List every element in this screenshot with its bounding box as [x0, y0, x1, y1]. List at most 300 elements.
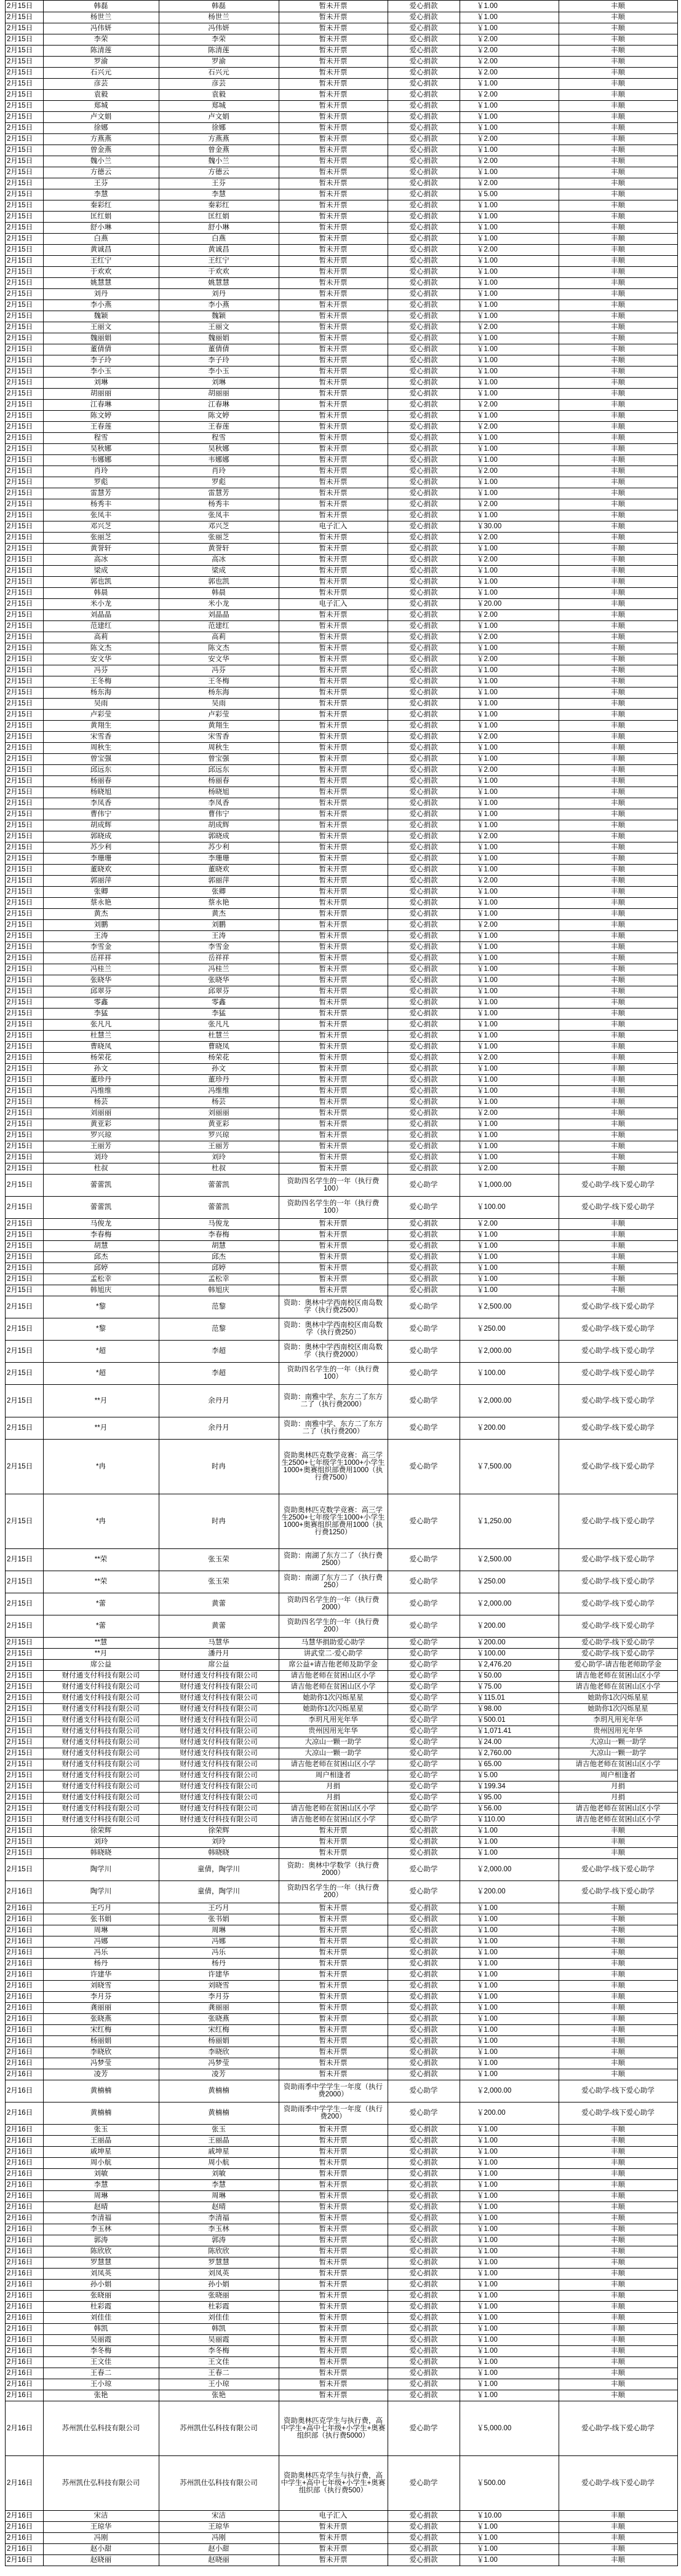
- payer-cell: 王春二: [208, 2369, 229, 2377]
- category-cell: 爱心捐款: [409, 2037, 438, 2045]
- amount-cell: ￥1.00: [477, 866, 498, 873]
- donor-cell: 杨丽春: [90, 777, 112, 785]
- donor-cell: 邱远东: [90, 766, 112, 774]
- invoice-note-cell: 暂未开票: [319, 2048, 348, 2056]
- donor-cell: 王丽文: [90, 323, 112, 331]
- amount-cell: ￥2.00: [477, 157, 498, 165]
- project-cell: 请吉他老师在贫困山区小学: [575, 1816, 661, 1823]
- payer-cell: 吴秋娜: [208, 445, 229, 453]
- project-cell: 丰顺: [611, 1949, 625, 1956]
- date-cell: 2月15日: [7, 1054, 33, 1061]
- payer-cell: 范黎: [212, 1325, 226, 1333]
- category-cell: 爱心捐款: [409, 1220, 438, 1227]
- project-cell: 丰顺: [611, 2214, 625, 2222]
- invoice-note-cell: 暂未开票: [319, 545, 348, 552]
- amount-cell: ￥1.00: [477, 1264, 498, 1272]
- project-cell: 丰顺: [611, 423, 625, 430]
- donor-cell: 冯娜: [94, 1938, 108, 1945]
- donor-cell: 李猛: [94, 1010, 108, 1017]
- donor-cell: 李月芬: [90, 1993, 112, 2000]
- amount-cell: ￥1.00: [477, 2380, 498, 2388]
- category-cell: 爱心捐款: [409, 644, 438, 652]
- amount-cell: ￥200.00: [477, 1639, 506, 1646]
- date-cell: 2月15日: [7, 1286, 33, 1294]
- invoice-note-cell: 暂未开票: [319, 788, 348, 796]
- invoice-note-cell: 暂未开票: [319, 168, 348, 176]
- donor-cell: 财付通支付科技有限公司: [62, 1727, 140, 1735]
- donor-cell: 周琳: [94, 1927, 108, 1934]
- donor-cell: 黄杰: [94, 910, 108, 917]
- project-cell: 丰顺: [611, 2281, 625, 2288]
- category-cell: 爱心捐款: [409, 290, 438, 298]
- invoice-note-cell: 暂未开票: [319, 25, 348, 32]
- payer-cell: 方燕燕: [208, 135, 229, 143]
- payer-cell: 雷慧芳: [208, 489, 229, 497]
- amount-cell: ￥2.00: [477, 401, 498, 408]
- donor-cell: 黄翔生: [90, 722, 112, 729]
- category-cell: 爱心捐款: [409, 1032, 438, 1039]
- category-cell: 爱心捐款: [409, 1993, 438, 2000]
- donor-cell: 高莉: [94, 633, 108, 641]
- project-cell: 丰顺: [611, 1010, 625, 1017]
- invoice-note-cell: 暂未开票: [319, 2392, 348, 2399]
- amount-cell: ￥1.00: [477, 2137, 498, 2144]
- donor-cell: 张凤丰: [90, 512, 112, 519]
- project-cell: 请吉他老师在贫困山区小学: [575, 1761, 661, 1768]
- category-cell: 爱心捐款: [409, 412, 438, 419]
- invoice-note-cell: 暂未开票: [319, 2523, 348, 2530]
- project-cell: 丰顺: [611, 1231, 625, 1238]
- category-cell: 爱心捐款: [409, 80, 438, 87]
- amount-cell: ￥1.00: [477, 1154, 498, 1161]
- donor-cell: 张艳: [94, 2392, 108, 2399]
- category-cell: 爱心捐款: [409, 910, 438, 917]
- project-cell: 丰顺: [611, 711, 625, 718]
- amount-cell: ￥2.00: [477, 833, 498, 840]
- date-cell: 2月15日: [7, 1325, 33, 1333]
- invoice-note-cell: 暂未开票: [319, 921, 348, 929]
- category-cell: 爱心捐款: [409, 2303, 438, 2310]
- donor-cell: 吴秋娜: [90, 445, 112, 453]
- date-cell: 2月16日: [7, 2292, 33, 2299]
- invoice-note-cell: 暂未开票: [319, 2534, 348, 2542]
- invoice-note-cell: 暂未开票: [319, 2015, 348, 2023]
- payer-cell: 童倩，陶学川: [197, 1866, 240, 1873]
- project-cell: 丰顺: [611, 1032, 625, 1039]
- category-cell: 爱心捐款: [409, 2358, 438, 2366]
- category-cell: 爱心捐款: [409, 69, 438, 76]
- payer-cell: 罗渝: [212, 58, 226, 65]
- invoice-note-cell: 暂未开票: [319, 556, 348, 563]
- donor-cell: **月: [94, 1650, 108, 1657]
- date-cell: 2月15日: [7, 744, 33, 751]
- project-cell: 丰顺: [611, 1087, 625, 1095]
- payer-cell: 米小龙: [208, 600, 229, 608]
- amount-cell: ￥1.00: [477, 678, 498, 685]
- category-cell: 爱心捐款: [409, 2192, 438, 2200]
- amount-cell: ￥115.01: [477, 1694, 505, 1702]
- category-cell: 爱心捐款: [409, 2534, 438, 2542]
- donor-cell: 刘佳佳: [90, 2314, 112, 2321]
- payer-cell: 邱远东: [208, 766, 229, 774]
- amount-cell: ￥2,000.00: [477, 1397, 512, 1405]
- amount-cell: ￥1,250.00: [477, 1517, 512, 1525]
- donor-cell: 宋洁: [94, 2512, 108, 2519]
- invoice-note-cell: 暂未开票: [319, 977, 348, 984]
- donor-cell: 刘玲: [94, 1154, 108, 1161]
- payer-cell: 范黎: [212, 1303, 226, 1310]
- amount-cell: ￥1.00: [477, 301, 498, 309]
- payer-cell: 王琼华: [208, 2523, 229, 2530]
- project-cell: 丰顺: [611, 733, 625, 740]
- category-cell: 爱心捐款: [409, 977, 438, 984]
- date-cell: 2月15日: [7, 678, 33, 685]
- amount-cell: ￥1.00: [477, 567, 498, 574]
- date-cell: 2月15日: [7, 14, 33, 21]
- amount-cell: ￥1.00: [477, 999, 498, 1006]
- donor-cell: 邓兴芝: [90, 523, 112, 530]
- project-cell: 丰顺: [611, 888, 625, 895]
- project-cell: 丰顺: [611, 1253, 625, 1261]
- project-cell: 爱心助学-线下爱心助学: [581, 1650, 655, 1657]
- project-cell: 丰顺: [611, 2, 625, 10]
- amount-cell: ￥1.00: [477, 722, 498, 729]
- date-cell: 2月15日: [7, 943, 33, 951]
- invoice-note-cell: 暂未开票: [319, 2004, 348, 2011]
- payer-cell: 王丽文: [208, 323, 229, 331]
- date-cell: 2月15日: [7, 1827, 33, 1834]
- amount-cell: ￥1.00: [477, 965, 498, 973]
- category-cell: 爱心助学: [409, 1866, 438, 1873]
- amount-cell: ￥2.00: [477, 91, 498, 98]
- payer-cell: 王文佳: [208, 2358, 229, 2366]
- category-cell: 爱心捐款: [409, 689, 438, 696]
- category-cell: 爱心捐款: [409, 899, 438, 906]
- donor-cell: 赵小甜: [90, 2545, 112, 2553]
- payer-cell: 刘凤英: [208, 2270, 229, 2277]
- date-cell: 2月16日: [7, 2259, 33, 2266]
- date-cell: 2月16日: [7, 2347, 33, 2355]
- date-cell: 2月15日: [7, 1694, 33, 1702]
- amount-cell: ￥1.00: [477, 1253, 498, 1261]
- invoice-note-cell: 暂未开票: [319, 866, 348, 873]
- category-cell: 爱心捐款: [409, 589, 438, 596]
- invoice-note-cell: 暂未开票: [319, 2148, 348, 2155]
- amount-cell: ￥500.01: [477, 1716, 506, 1724]
- project-cell: 爱心助学-线下爱心助学: [581, 1181, 655, 1189]
- amount-cell: ￥2.00: [477, 921, 498, 929]
- invoice-note-cell: 资助四名学生的一年（执行费200）: [287, 1619, 380, 1633]
- invoice-note-cell: 暂未开票: [319, 47, 348, 54]
- category-cell: 爱心捐款: [409, 1054, 438, 1061]
- category-cell: 爱心捐款: [409, 1010, 438, 1017]
- category-cell: 爱心捐款: [409, 1165, 438, 1172]
- date-cell: 2月15日: [7, 1098, 33, 1106]
- project-cell: 丰顺: [611, 489, 625, 497]
- donor-cell: 宋雪香: [90, 733, 112, 740]
- payer-cell: 李玉林: [208, 2225, 229, 2233]
- category-cell: 爱心助学: [409, 1325, 438, 1333]
- donor-cell: 刘玲: [94, 1838, 108, 1845]
- donor-cell: 冯芬: [94, 667, 108, 674]
- category-cell: 爱心助学: [409, 2109, 438, 2117]
- invoice-note-cell: 暂未开票: [319, 2556, 348, 2564]
- donor-cell: 卢彩莹: [90, 711, 112, 718]
- amount-cell: ￥1.00: [477, 2026, 498, 2034]
- amount-cell: ￥1.00: [477, 2556, 498, 2564]
- amount-cell: ￥2.00: [477, 501, 498, 508]
- category-cell: 爱心捐款: [409, 556, 438, 563]
- category-cell: 爱心捐款: [409, 1098, 438, 1106]
- invoice-note-cell: 暂未开票: [319, 14, 348, 21]
- donor-cell: 曾金燕: [90, 146, 112, 154]
- date-cell: 2月15日: [7, 545, 33, 552]
- table-column-rule: [43, 0, 44, 2566]
- donor-cell: *蕾: [96, 1600, 106, 1607]
- amount-cell: ￥1.00: [477, 2347, 498, 2355]
- category-cell: 爱心助学: [409, 1517, 438, 1525]
- date-cell: 2月16日: [7, 2015, 33, 2023]
- donor-cell: 袁毅: [94, 91, 108, 98]
- date-cell: 2月15日: [7, 988, 33, 995]
- donor-cell: 张凡凡: [90, 1021, 112, 1028]
- date-cell: 2月15日: [7, 1087, 33, 1095]
- amount-cell: ￥2,000.00: [477, 1347, 512, 1355]
- payer-cell: 刘敏: [212, 2170, 226, 2178]
- project-cell: 丰顺: [611, 58, 625, 65]
- date-cell: 2月16日: [7, 2071, 33, 2078]
- payer-cell: 肖玲: [212, 467, 226, 475]
- amount-cell: ￥2,500.00: [477, 1303, 512, 1310]
- date-cell: 2月15日: [7, 633, 33, 641]
- amount-cell: ￥98.00: [477, 1705, 502, 1713]
- payer-cell: 财付通支付科技有限公司: [180, 1738, 258, 1746]
- date-cell: 2月16日: [7, 2369, 33, 2377]
- project-cell: 丰顺: [611, 323, 625, 331]
- donor-cell: 方燕燕: [90, 135, 112, 143]
- invoice-note-cell: 暂未开票: [319, 2545, 348, 2553]
- amount-cell: ￥1.00: [477, 1960, 498, 1967]
- date-cell: 2月15日: [7, 301, 33, 309]
- donor-cell: *黎: [96, 1303, 106, 1310]
- date-cell: 2月15日: [7, 622, 33, 630]
- project-cell: 丰顺: [611, 36, 625, 43]
- invoice-note-cell: 暂未开票: [319, 833, 348, 840]
- date-cell: 2月15日: [7, 290, 33, 298]
- invoice-note-cell: 暂未开票: [319, 622, 348, 630]
- donor-cell: 陈欣欣: [90, 2248, 112, 2255]
- date-cell: 2月15日: [7, 899, 33, 906]
- project-cell: 丰顺: [611, 368, 625, 375]
- donor-cell: 财付通支付科技有限公司: [62, 1816, 140, 1823]
- donor-cell: 李雪金: [90, 943, 112, 951]
- amount-cell: ￥1.00: [477, 689, 498, 696]
- invoice-note-cell: 暂未开票: [319, 855, 348, 862]
- invoice-note-cell: 暂未开票: [319, 2336, 348, 2344]
- category-cell: 爱心捐款: [409, 700, 438, 707]
- donor-cell: 徐娜: [94, 124, 108, 132]
- payer-cell: 张凡凡: [208, 1021, 229, 1028]
- payer-cell: 许建华: [208, 1971, 229, 1978]
- amount-cell: ￥100.00: [477, 1203, 506, 1211]
- amount-cell: ￥2.00: [477, 534, 498, 541]
- category-cell: 爱心捐款: [409, 2347, 438, 2355]
- payer-cell: 张晓燕: [208, 2015, 229, 2023]
- project-cell: 丰顺: [611, 855, 625, 862]
- payer-cell: 冯梦莹: [208, 2059, 229, 2067]
- invoice-note-cell: 暂未开票: [319, 512, 348, 519]
- invoice-note-cell: 她助你1次闪烁星星: [303, 1694, 364, 1702]
- date-cell: 2月15日: [7, 335, 33, 342]
- payer-cell: 李小玉: [208, 368, 229, 375]
- project-cell: 丰顺: [611, 722, 625, 729]
- donor-cell: 张晓燕: [90, 2015, 112, 2023]
- date-cell: 2月16日: [7, 2109, 33, 2117]
- category-cell: 爱心捐款: [409, 777, 438, 785]
- invoice-note-cell: 暂未开票: [319, 2, 348, 10]
- payer-cell: 杨丽娟: [208, 2037, 229, 2045]
- payer-cell: 财付通支付科技有限公司: [180, 1683, 258, 1690]
- date-cell: 2月15日: [7, 1517, 33, 1525]
- category-cell: 爱心捐款: [409, 2336, 438, 2344]
- amount-cell: ￥1.00: [477, 279, 498, 287]
- invoice-note-cell: 暂未开票: [319, 733, 348, 740]
- donor-cell: 王巧月: [90, 1904, 112, 1912]
- amount-cell: ￥10.00: [477, 2512, 502, 2519]
- donor-cell: 刘凤英: [90, 2270, 112, 2277]
- category-cell: 爱心捐款: [409, 1109, 438, 1117]
- amount-cell: ￥2.00: [477, 633, 498, 641]
- payer-cell: 韩凯: [212, 2325, 226, 2332]
- project-cell: 丰顺: [611, 412, 625, 419]
- payer-cell: 苏州凯仕弘科技有限公司: [180, 2424, 258, 2432]
- category-cell: 爱心捐款: [409, 1043, 438, 1050]
- date-cell: 2月15日: [7, 689, 33, 696]
- payer-cell: 梁成: [212, 567, 226, 574]
- project-cell: 月捐: [611, 1783, 625, 1790]
- payer-cell: 冯娜: [212, 1938, 226, 1945]
- project-cell: 丰顺: [611, 2523, 625, 2530]
- donor-cell: 张丽芝: [90, 534, 112, 541]
- payer-cell: 张玉: [212, 2126, 226, 2133]
- project-cell: 丰顺: [611, 1971, 625, 1978]
- project-cell: 丰顺: [611, 777, 625, 785]
- payer-cell: 时冉: [212, 1517, 226, 1525]
- category-cell: 爱心捐款: [409, 999, 438, 1006]
- project-cell: 丰顺: [611, 401, 625, 408]
- invoice-note-cell: 暂未开票: [319, 301, 348, 309]
- project-cell: 丰顺: [611, 91, 625, 98]
- invoice-note-cell: 暂未开票: [319, 2237, 348, 2244]
- amount-cell: ￥1.00: [477, 744, 498, 751]
- amount-cell: ￥1.00: [477, 2126, 498, 2133]
- category-cell: 爱心助学: [409, 1369, 438, 1377]
- payer-cell: 王涛: [212, 932, 226, 940]
- payer-cell: 冯伟妍: [208, 25, 229, 32]
- date-cell: 2月15日: [7, 954, 33, 962]
- category-cell: 爱心助学: [409, 1683, 438, 1690]
- donor-cell: 杨荣花: [90, 1054, 112, 1061]
- payer-cell: 李冬梅: [208, 2347, 229, 2355]
- category-cell: 爱心捐款: [409, 1076, 438, 1084]
- payer-cell: 宋红梅: [208, 2026, 229, 2034]
- invoice-note-cell: 暂未开票: [319, 899, 348, 906]
- payer-cell: 胡成辉: [208, 822, 229, 829]
- amount-cell: ￥1.00: [477, 1143, 498, 1150]
- donor-cell: 杨世兰: [90, 14, 112, 21]
- date-cell: 2月15日: [7, 1043, 33, 1050]
- donor-cell: 韩凯: [94, 2325, 108, 2332]
- date-cell: 2月15日: [7, 888, 33, 895]
- date-cell: 2月15日: [7, 932, 33, 940]
- invoice-note-cell: 暂未开票: [319, 1827, 348, 1834]
- donor-cell: 董珍丹: [90, 1076, 112, 1084]
- date-cell: 2月15日: [7, 478, 33, 486]
- date-cell: 2月15日: [7, 589, 33, 596]
- date-cell: 2月15日: [7, 1231, 33, 1238]
- category-cell: 爱心助学: [409, 1181, 438, 1189]
- category-cell: 爱心捐款: [409, 2126, 438, 2133]
- category-cell: 爱心捐款: [409, 2203, 438, 2211]
- donor-cell: 刘晶晶: [90, 611, 112, 619]
- category-cell: 爱心捐款: [409, 2048, 438, 2056]
- donor-cell: 董晓欢: [90, 866, 112, 873]
- donor-cell: 李小玉: [90, 368, 112, 375]
- project-cell: 丰顺: [611, 2369, 625, 2377]
- invoice-note-cell: 资助奥林匹克学生与执行费，高中学生+高中七年级+小学生+奥赛组织部（执行费500）: [281, 2471, 386, 2494]
- payer-cell: 张卿: [212, 888, 226, 895]
- date-cell: 2月16日: [7, 2336, 33, 2344]
- project-cell: 丰顺: [611, 954, 625, 962]
- category-cell: 爱心捐款: [409, 744, 438, 751]
- amount-cell: ￥1.00: [477, 2314, 498, 2321]
- payer-cell: 吴雨: [212, 700, 226, 707]
- category-cell: 爱心助学: [409, 1783, 438, 1790]
- donor-cell: 李晓欣: [90, 2048, 112, 2056]
- project-cell: 贵州因用光年华: [593, 1727, 643, 1735]
- donor-cell: 邱翠芬: [90, 988, 112, 995]
- payer-cell: 曹晓凤: [208, 1043, 229, 1050]
- invoice-note-cell: 资助四名学生的一年（执行费200）: [287, 1884, 380, 1899]
- payer-cell: 韩磊: [212, 2, 226, 10]
- invoice-note-cell: 暂未开票: [319, 2203, 348, 2211]
- donor-cell: 许建华: [90, 1971, 112, 1978]
- amount-cell: ￥1.00: [477, 700, 498, 707]
- payer-cell: 财付通支付科技有限公司: [180, 1694, 258, 1702]
- invoice-note-cell: 暂未开票: [319, 1098, 348, 1106]
- payer-cell: 徐娜: [212, 124, 226, 132]
- payer-cell: 财付通支付科技有限公司: [180, 1772, 258, 1779]
- payer-cell: 张玉荣: [208, 1556, 229, 1563]
- project-cell: 大凉山一颗一助学: [589, 1738, 647, 1746]
- date-cell: 2月16日: [7, 2148, 33, 2155]
- donor-cell: 郭丽萍: [90, 877, 112, 884]
- invoice-note-cell: 资助：奥林中学西南校区南岛数学（执行费2000）: [284, 1344, 383, 1358]
- amount-cell: ￥110.00: [477, 1816, 505, 1823]
- invoice-note-cell: 暂未开票: [319, 401, 348, 408]
- donor-cell: 王春二: [90, 2369, 112, 2377]
- date-cell: 2月15日: [7, 855, 33, 862]
- project-cell: 丰顺: [611, 2192, 625, 2200]
- amount-cell: ￥1.00: [477, 113, 498, 121]
- invoice-note-cell: 暂未开票: [319, 456, 348, 464]
- project-cell: 丰顺: [611, 810, 625, 818]
- category-cell: 爱心捐款: [409, 257, 438, 264]
- date-cell: 2月15日: [7, 999, 33, 1006]
- date-cell: 2月15日: [7, 1622, 33, 1630]
- payer-cell: 王巧月: [208, 1904, 229, 1912]
- date-cell: 2月15日: [7, 412, 33, 419]
